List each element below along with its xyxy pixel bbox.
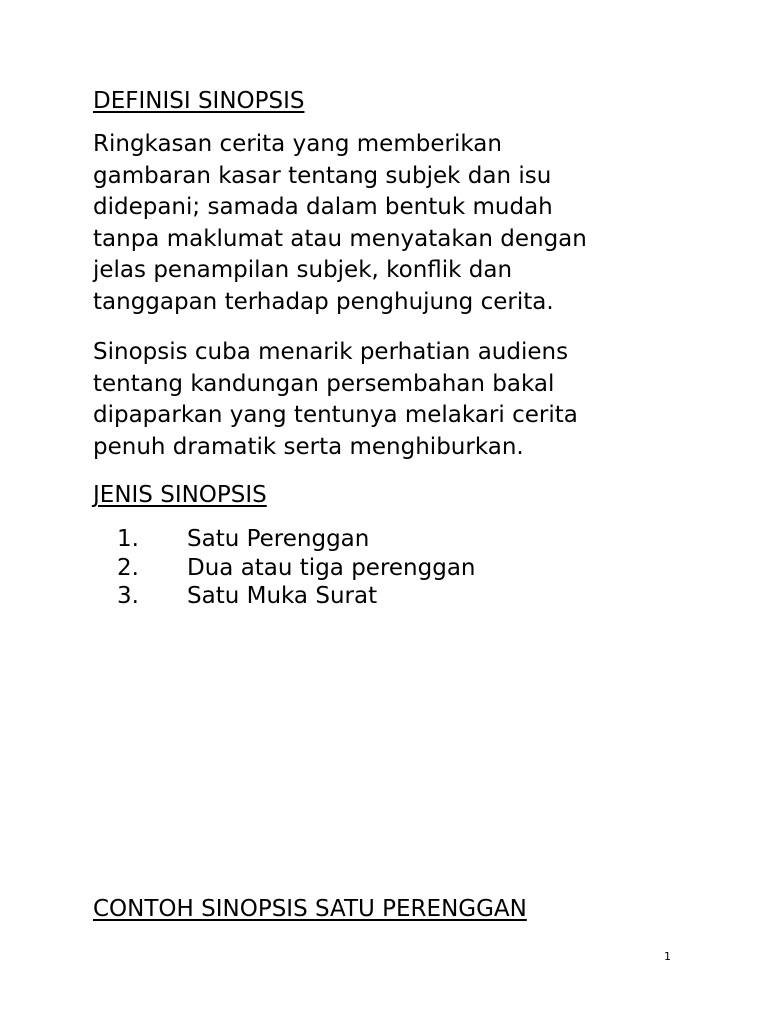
list-item-text: Dua atau tiga perenggan xyxy=(187,554,476,581)
paragraph-tujuan xyxy=(93,337,693,463)
paragraph-line: Sinopsis cuba menarik perhatian audiens xyxy=(93,339,569,365)
paragraph-line: tanpa maklumat atau menyatakan dengan xyxy=(93,225,587,252)
paragraph-line: dipaparkan yang tentunya melakari cerita xyxy=(93,402,578,429)
list-item-number: 3. xyxy=(117,583,139,609)
page-number: 1 xyxy=(664,950,671,963)
paragraph-line: jelas penampilan subjek, konflik dan xyxy=(93,257,513,284)
paragraph-line: Ringkasan cerita yang memberikan xyxy=(93,131,502,157)
paragraph-definisi xyxy=(93,129,693,319)
paragraph-line: tentang kandungan persembahan bakal xyxy=(93,370,555,397)
paragraph-line: gambaran kasar tentang subjek dan isu xyxy=(93,162,552,189)
heading-jenis-sinopsis: JENIS SINOPSIS xyxy=(93,482,267,508)
list-item-number: 2. xyxy=(117,554,139,581)
paragraph-line: didepani; samada dalam bentuk mudah xyxy=(93,194,553,221)
list-item-number: 1. xyxy=(117,526,139,552)
list-item-text: Satu Muka Surat xyxy=(187,583,378,609)
heading-contoh-sinopsis: CONTOH SINOPSIS SATU PERENGGAN xyxy=(93,896,527,922)
paragraph-line: penuh dramatik serta menghiburkan. xyxy=(93,433,524,460)
paragraph-line: tanggapan terhadap penghujung cerita. xyxy=(93,288,554,315)
list-item-text: Satu Perenggan xyxy=(187,526,370,552)
heading-definisi-sinopsis: DEFINISI SINOPSIS xyxy=(93,88,305,114)
